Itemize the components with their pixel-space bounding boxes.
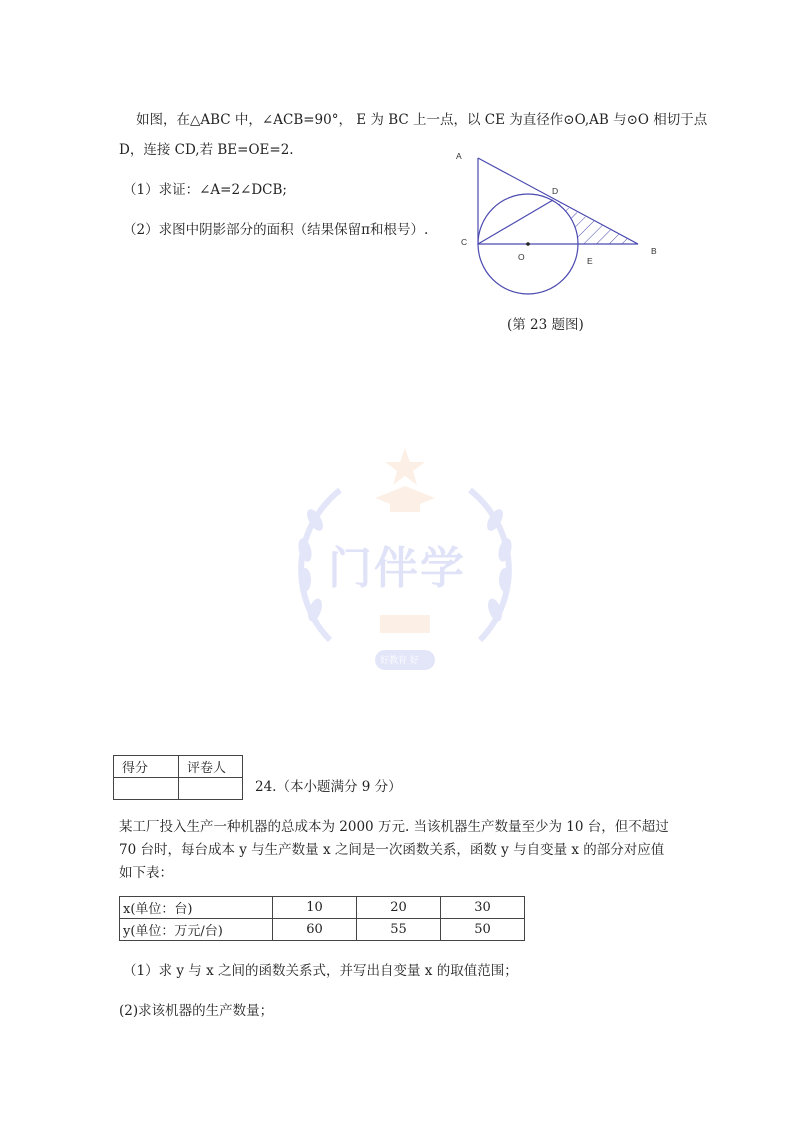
q24-heading: 24.（本小题满分 9 分） <box>255 779 402 795</box>
q24-part2: (2)求该机器的生产数量； <box>119 1003 274 1019</box>
center-point <box>526 242 530 246</box>
watermark-logo <box>270 440 540 700</box>
label-e: E <box>587 256 593 266</box>
row-x-label: x(单位：台) <box>120 897 273 919</box>
score-table <box>113 755 243 800</box>
q23-line2: D，连接 CD,若 BE=OE=2. <box>119 142 294 158</box>
x-value: 10 <box>273 897 357 919</box>
watermark-brand: 门伴学 <box>328 543 466 594</box>
table-row <box>120 919 525 941</box>
segment-cd <box>478 200 553 244</box>
score-cell[interactable] <box>114 778 179 800</box>
row-y-label: y(单位：万元/台) <box>120 919 273 941</box>
q24-line2: 70 台时，每台成本 y 与生产数量 x 之间是一次函数关系，函数 y 与自变量 x 的部分对应值 <box>119 842 665 858</box>
grader-label: 评卷人 <box>179 756 243 778</box>
geometry-figure <box>445 145 675 310</box>
watermark-sub: 好教育 好 <box>380 656 419 666</box>
y-value: 55 <box>357 919 441 941</box>
label-a: A <box>456 151 462 161</box>
q23-line1: 如图，在△ABC 中，∠ACB=90°， E 为 BC 上一点，以 CE 为直径作⊙O,AB 与⊙O 相切于点 <box>136 112 708 128</box>
y-value: 60 <box>273 919 357 941</box>
q24-line3: 如下表： <box>119 865 173 881</box>
q24-part1: （1）求 y 与 x 之间的函数关系式，并写出自变量 x 的取值范围； <box>123 963 518 979</box>
y-value: 50 <box>441 919 525 941</box>
label-d: D <box>552 186 559 196</box>
x-value: 30 <box>441 897 525 919</box>
q24-line1: 某工厂投入生产一种机器的总成本为 2000 万元. 当该机器生产数量至少为 10 台，但不超过 <box>119 819 669 835</box>
x-value: 20 <box>357 897 441 919</box>
label-o: O <box>518 252 525 262</box>
score-label: 得分 <box>114 756 179 778</box>
label-b: B <box>651 246 657 256</box>
q23-part1: （1）求证：∠A=2∠DCB; <box>123 182 287 198</box>
label-c: C <box>461 237 468 247</box>
grader-cell[interactable] <box>179 778 243 800</box>
table-row <box>120 897 525 919</box>
xy-table <box>119 896 525 941</box>
q23-part2: （2）求图中阴影部分的面积（结果保留π和根号）. <box>123 222 429 238</box>
figure-caption: (第 23 题图) <box>507 317 584 333</box>
